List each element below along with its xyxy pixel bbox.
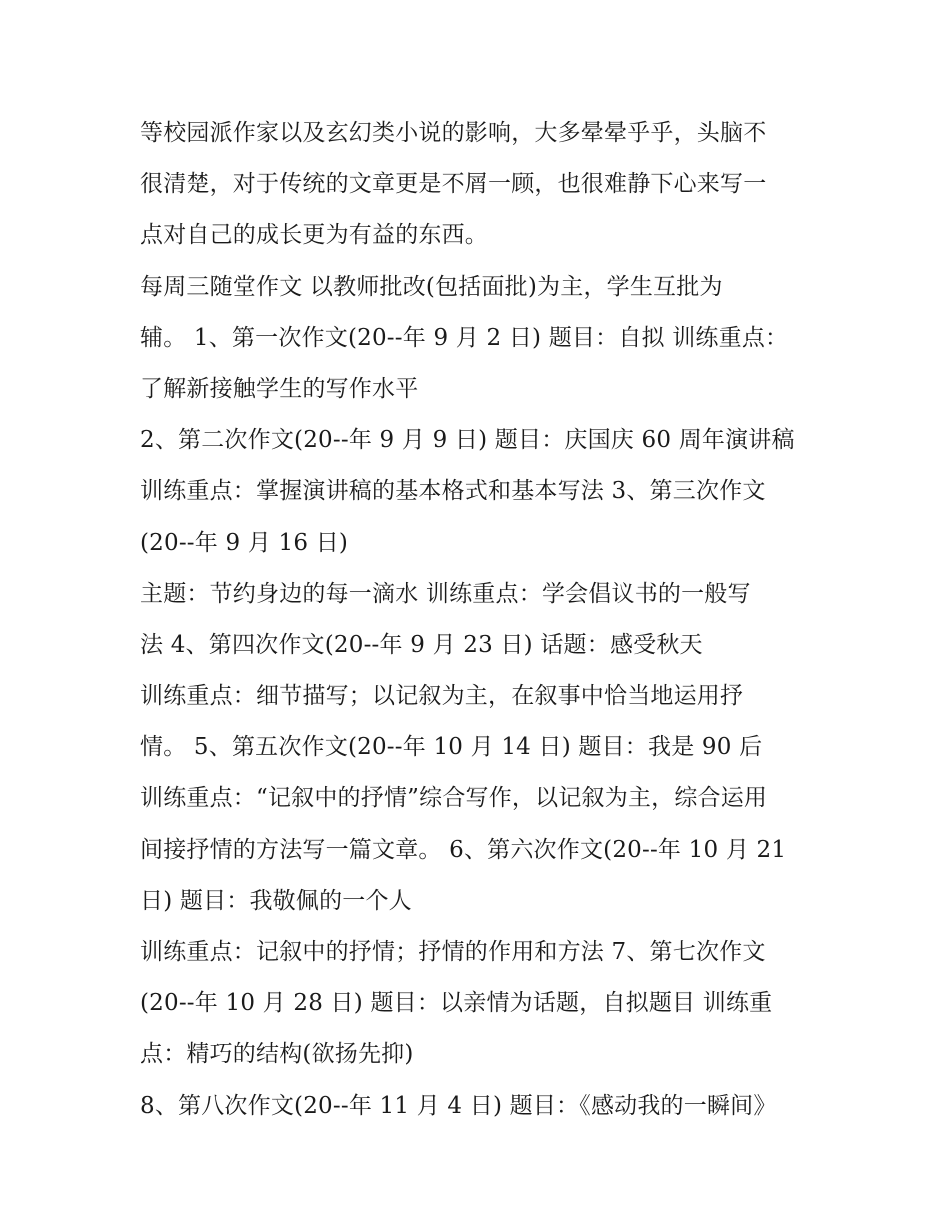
text-line: 训练重点：细节描写；以记叙为主，在叙事中恰当地运用抒 — [140, 683, 744, 710]
text-line: 点：精巧的结构(欲扬先抑) — [140, 1041, 414, 1068]
text-line: 训练重点：“记叙中的抒情”综合写作，以记叙为主，综合运用 — [140, 785, 768, 812]
text-line: 训练重点：掌握演讲稿的基本格式和基本写法 3、第三次作文 — [140, 478, 766, 505]
text-line: 辅。 1、第一次作文(20--年 9 月 2 日) 题目：自拟 训练重点： — [140, 324, 789, 351]
text-line: 日) 题目：我敬佩的一个人 — [140, 887, 412, 914]
text-line: 2、第二次作文(20--年 9 月 9 日) 题目：庆国庆 60 周年演讲稿 — [140, 427, 795, 454]
text-line: 情。 5、第五次作文(20--年 10 月 14 日) 题目：我是 90 后 — [140, 734, 763, 761]
text-line: 8、第八次作文(20--年 11 月 4 日) 题目：《感动我的一瞬间》 — [140, 1092, 777, 1119]
text-line: 等校园派作家以及玄幻类小说的影响，大多晕晕乎乎，头脑不 — [140, 120, 767, 146]
text-line: (20--年 9 月 16 日) — [140, 529, 349, 556]
text-line: 训练重点：记叙中的抒情；抒情的作用和方法 7、第七次作文 — [140, 939, 766, 965]
text-line: 点对自己的成长更为有益的东西。 — [140, 222, 488, 249]
text-line: 间接抒情的方法写一篇文章。 6、第六次作文(20--年 10 月 21 — [140, 836, 787, 863]
text-line: 主题：节约身边的每一滴水 训练重点：学会倡议书的一般写 — [140, 580, 751, 607]
body-text — [140, 108, 830, 1132]
text-line: (20--年 10 月 28 日) 题目：以亲情为话题，自拟题目 训练重 — [140, 990, 773, 1017]
text-line: 了解新接触学生的写作水平 — [140, 375, 419, 402]
text-line: 很清楚，对于传统的文章更是不屑一顾，也很难静下心来写一 — [140, 171, 767, 198]
text-line: 法 4、第四次作文(20--年 9 月 23 日) 话题：感受秋天 — [140, 631, 703, 658]
text-line: 每周三随堂作文 以教师批改(包括面批)为主，学生互批为 — [140, 273, 723, 300]
